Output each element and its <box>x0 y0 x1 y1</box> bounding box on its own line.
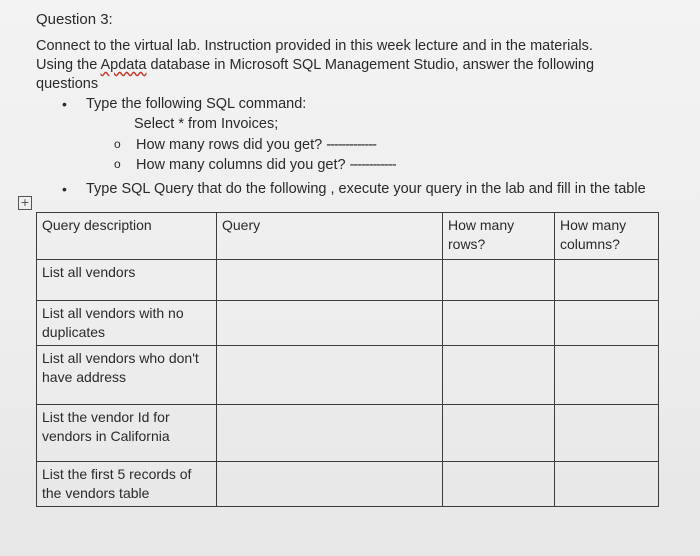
intro-line-2-pre: Using the <box>36 57 101 73</box>
sub-item-columns-text: How many columns did you get? <box>136 157 346 173</box>
query-cell[interactable] <box>217 462 443 507</box>
rows-cell[interactable] <box>443 260 555 301</box>
question-intro <box>36 37 636 94</box>
table-row <box>37 260 659 301</box>
circle-bullet-icon: o <box>114 137 121 151</box>
columns-cell[interactable] <box>555 346 659 405</box>
columns-cell[interactable] <box>555 301 659 346</box>
bullet-1 <box>62 96 307 112</box>
bullet-1-text: Type the following SQL command: <box>86 96 307 112</box>
row-description: List all vendors <box>37 260 217 301</box>
row-description: List the vendor Id for vendors in California <box>37 405 217 462</box>
sub-item-rows-text: How many rows did you get? <box>136 137 323 153</box>
intro-line-1: Connect to the virtual lab. Instruction provided in this week lecture and in the materials. <box>36 38 593 54</box>
table-row <box>37 405 659 462</box>
columns-cell[interactable] <box>555 260 659 301</box>
table-move-handle-icon[interactable]: + <box>18 196 32 210</box>
circle-bullet-icon: o <box>114 157 121 171</box>
header-columns: How many columns? <box>555 213 659 260</box>
answer-table <box>36 212 659 507</box>
answer-blank: ------------ <box>349 157 396 173</box>
rows-cell[interactable] <box>443 346 555 405</box>
bullet-dot-icon: • <box>62 181 67 197</box>
columns-cell[interactable] <box>555 405 659 462</box>
header-query-description: Query description <box>37 213 217 260</box>
query-cell[interactable] <box>217 301 443 346</box>
row-description: List the first 5 records of the vendors table <box>37 462 217 507</box>
rows-cell[interactable] <box>443 301 555 346</box>
sub-item-columns <box>114 157 396 173</box>
sql-command: Select * from Invoices; <box>134 116 279 132</box>
header-query: Query <box>217 213 443 260</box>
query-cell[interactable] <box>217 260 443 301</box>
table-row <box>37 346 659 405</box>
bullet-2-text: Type SQL Query that do the following , execute your query in the lab and fill in the table <box>86 181 646 197</box>
table-row <box>37 462 659 507</box>
intro-line-2 <box>36 56 636 75</box>
columns-cell[interactable] <box>555 462 659 507</box>
question-title: Question 3: <box>36 11 113 28</box>
sub-item-rows <box>114 137 376 153</box>
intro-line-3: questions <box>36 76 99 92</box>
database-name: Apdata <box>100 57 147 73</box>
row-description: List all vendors who don't have address <box>37 346 217 405</box>
rows-cell[interactable] <box>443 405 555 462</box>
answer-blank: ------------- <box>326 137 376 153</box>
query-cell[interactable] <box>217 405 443 462</box>
query-cell[interactable] <box>217 346 443 405</box>
row-description: List all vendors with no duplicates <box>37 301 217 346</box>
bullet-dot-icon: • <box>62 96 67 112</box>
table-row <box>37 301 659 346</box>
header-rows: How many rows? <box>443 213 555 260</box>
rows-cell[interactable] <box>443 462 555 507</box>
bullet-2 <box>62 181 646 197</box>
table-header-row <box>37 213 659 260</box>
intro-line-2-post: database in Microsoft SQL Management Studio, answer the following <box>146 57 595 73</box>
